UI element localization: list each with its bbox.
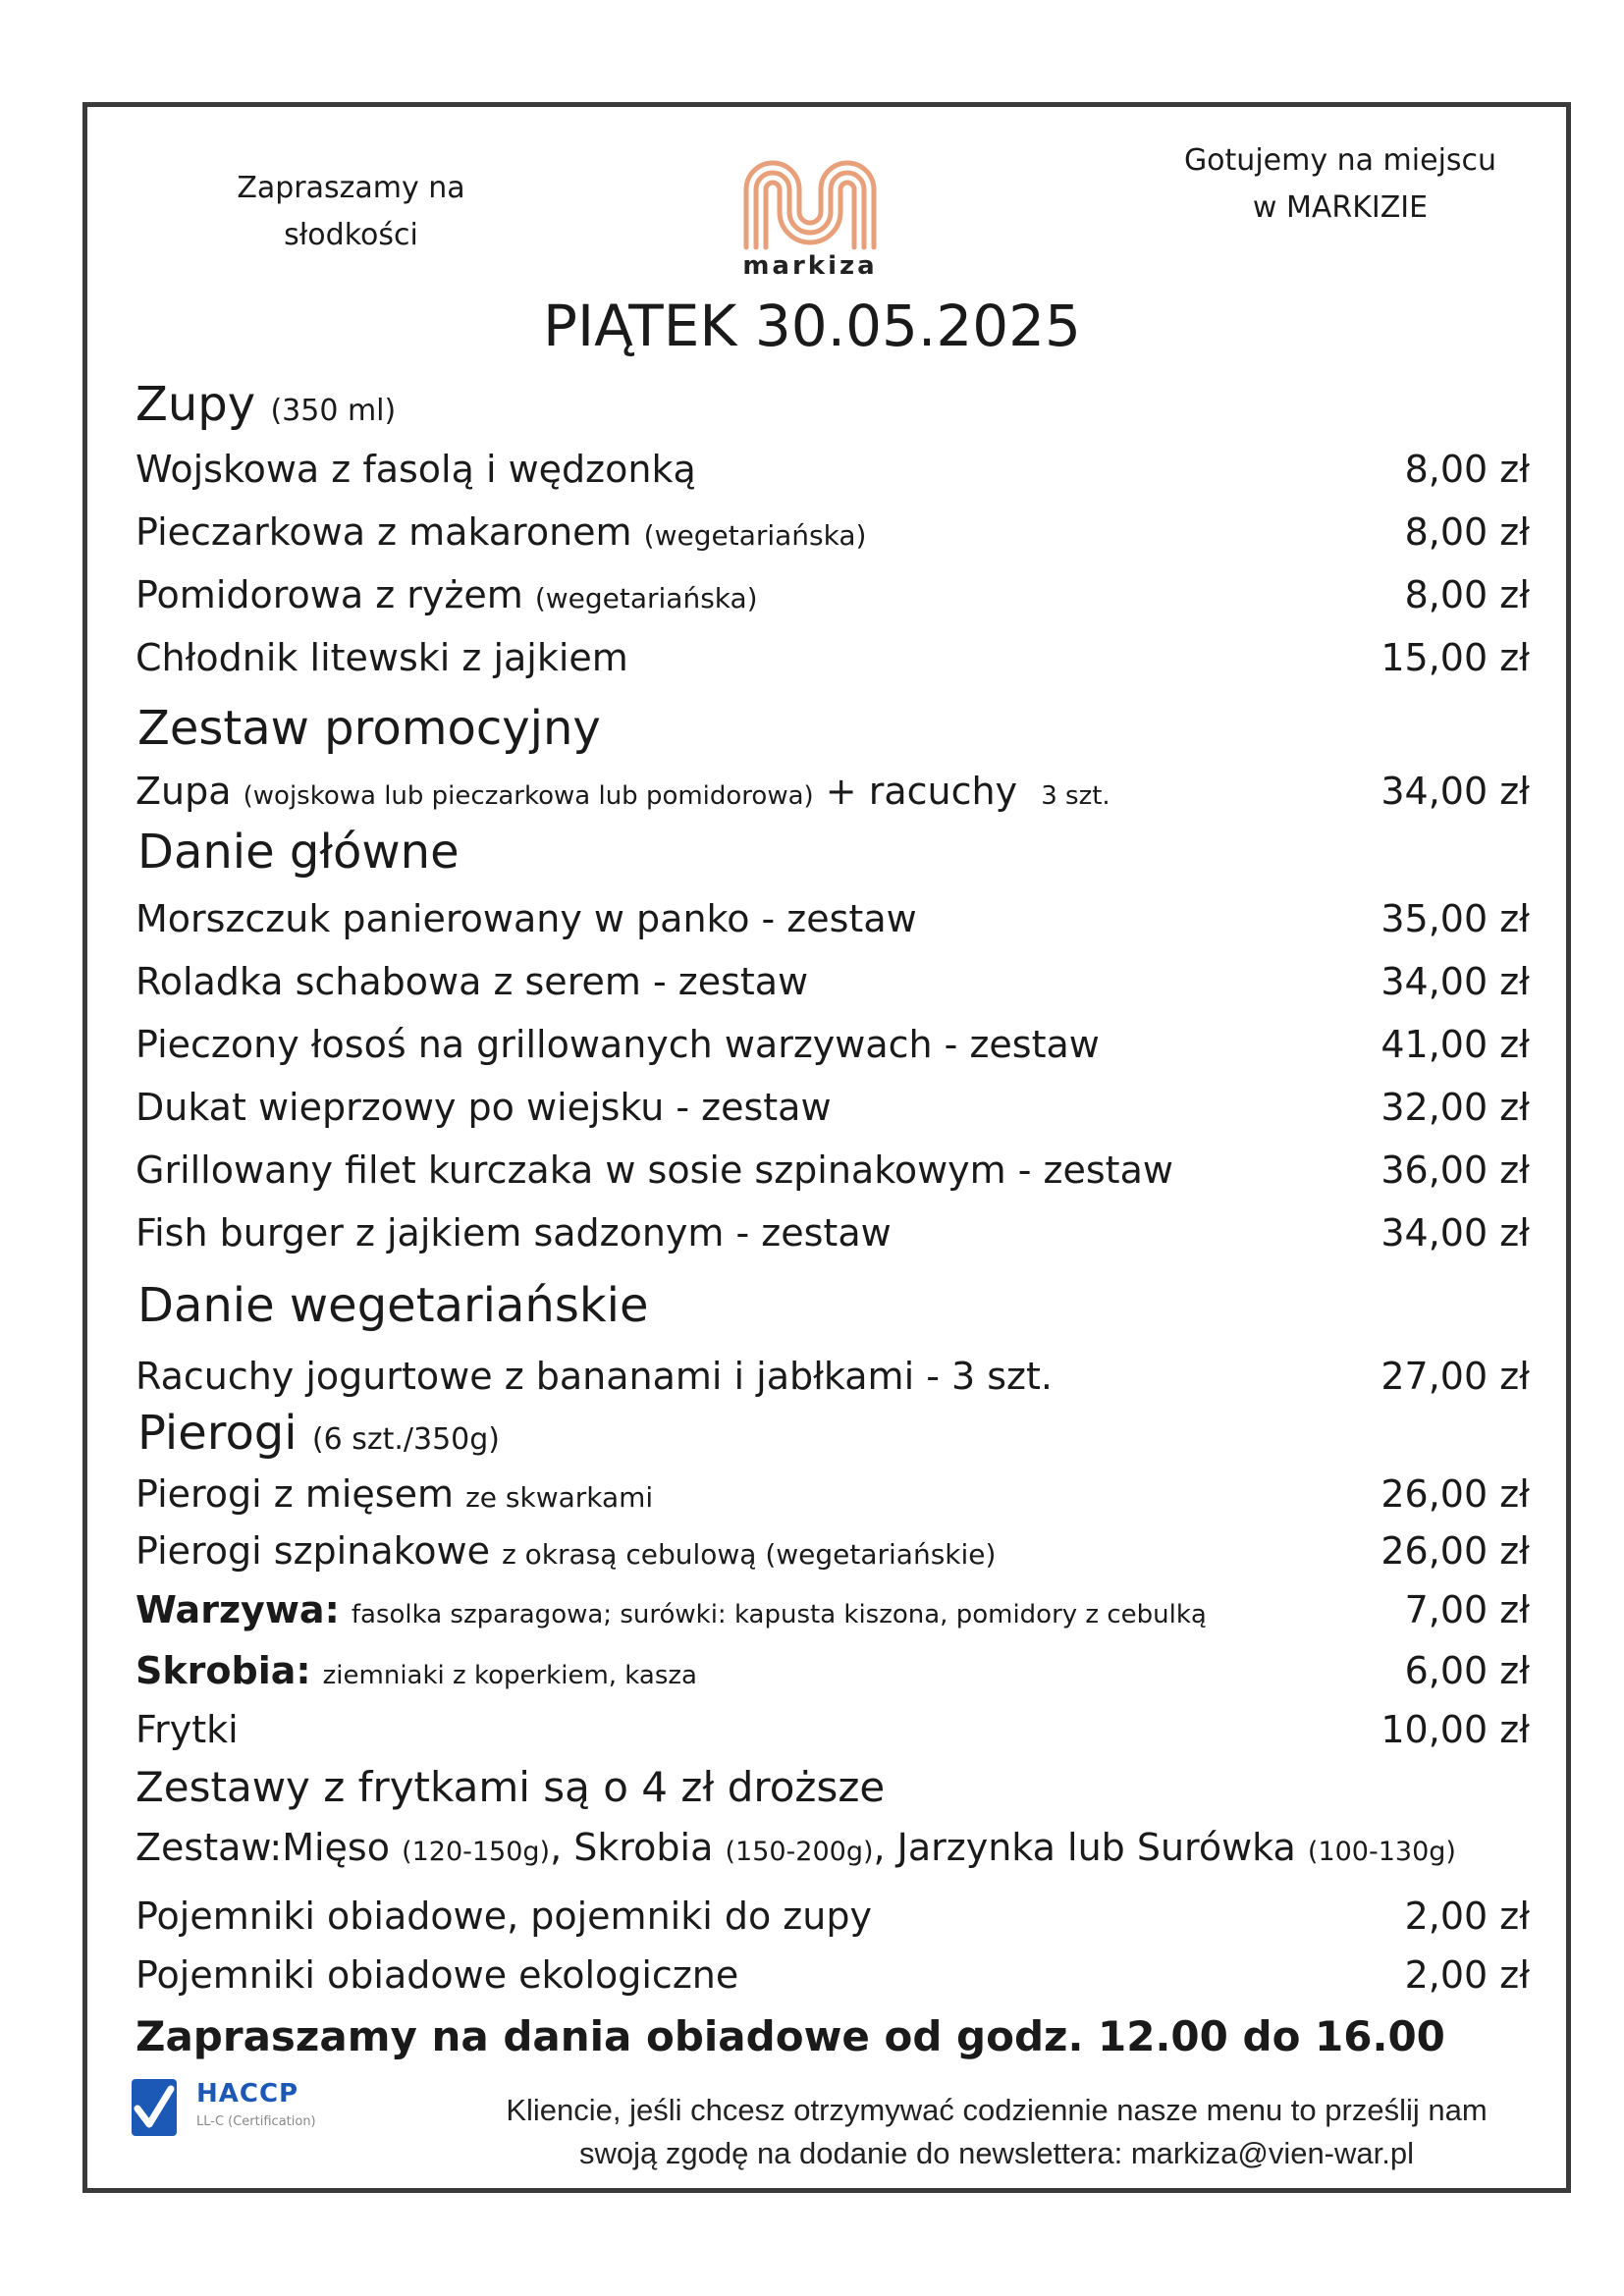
menu-item (135, 565, 1530, 624)
newsletter-line2: swoją zgodę na dodanie do newslettera: markiza@vien-war.pl (579, 2136, 1414, 2170)
haccp-badge (132, 2073, 348, 2142)
opening-hours: Zapraszamy na dania obiadowe od godz. 12.00 do 16.00 (135, 2012, 1445, 2060)
item-price: 32,00 zł (1380, 1086, 1530, 1129)
sweets-note-line1: Zapraszamy na (237, 171, 465, 205)
item-price: 27,00 zł (1380, 1355, 1530, 1398)
starch-note: ziemniaki z koperkiem, kasza (322, 1661, 697, 1690)
soups-heading-text: Zupy (135, 377, 256, 432)
sweets-note-line2: słodkości (284, 218, 418, 252)
item-price: 26,00 zł (1380, 1472, 1530, 1516)
item-name: Pieczony łosoś na grillowanych warzywach - zestaw (135, 1023, 1100, 1066)
logo-wordmark: markiza (742, 251, 878, 281)
item-note: (wegetariańska) (643, 519, 867, 552)
sweets-note (221, 165, 481, 259)
page-title: PIĄTEK 30.05.2025 (543, 293, 1081, 359)
starch-price: 6,00 zł (1404, 1649, 1530, 1692)
item-name: Roladka schabowa z serem - zestaw (135, 960, 809, 1003)
menu-item (135, 1347, 1530, 1406)
item-price: 41,00 zł (1380, 1023, 1530, 1066)
fries-surcharge-note: Zestawy z frytkami są o 4 zł droższe (135, 1763, 886, 1811)
soups-heading (135, 377, 396, 432)
set-meat-label: Zestaw:Mięso (135, 1826, 390, 1869)
cooking-note-line2: w MARKIZIE (1252, 190, 1429, 225)
vegetarian-heading: Danie wegetariańskie (137, 1278, 649, 1333)
promo-plus: + racuchy (825, 770, 1018, 813)
item-name: Racuchy jogurtowe z bananami i jabłkami - 3 szt. (135, 1355, 1053, 1398)
item-price: 2,00 zł (1404, 1953, 1530, 1997)
item-name: Pojemniki obiadowe ekologiczne (135, 1953, 739, 1997)
menu-item (135, 1887, 1530, 1946)
haccp-check-icon (132, 2079, 177, 2136)
menu-item (135, 1078, 1530, 1137)
fries-price: 10,00 zł (1380, 1708, 1530, 1751)
starch-label: Skrobia: (135, 1649, 311, 1692)
item-price: 8,00 zł (1404, 510, 1530, 554)
set-composition (135, 1826, 1456, 1869)
item-price: 8,00 zł (1404, 448, 1530, 491)
newsletter-line1: Kliencie, jeśli chcesz otrzymywać codziennie nasze menu to prześlij nam (506, 2093, 1488, 2127)
cooking-note (1154, 137, 1527, 232)
set-starch-label: , Skrobia (550, 1826, 714, 1869)
haccp-label: HACCP (196, 2079, 299, 2109)
item-price: 36,00 zł (1380, 1148, 1530, 1192)
set-starch-weight: (150-200g) (725, 1837, 874, 1867)
menu-item (135, 440, 1530, 499)
item-name: Pieczarkowa z makaronem (135, 510, 632, 554)
menu-item (135, 1015, 1530, 1074)
promo-qty: 3 szt. (1041, 781, 1110, 811)
item-name: Pierogi szpinakowe (135, 1529, 490, 1573)
promo-name: Zupa (135, 770, 232, 813)
vegetables-item (135, 1580, 1530, 1639)
item-name: Dukat wieprzowy po wiejsku - zestaw (135, 1086, 832, 1129)
set-veg-label: , Jarzynka lub Surówka (873, 1826, 1296, 1869)
item-note: ze skwarkami (465, 1481, 654, 1514)
promo-price: 34,00 zł (1380, 770, 1530, 813)
menu-item (135, 1946, 1530, 2004)
fries-label: Frytki (135, 1708, 239, 1751)
menu-item (135, 952, 1530, 1011)
promo-heading: Zestaw promocyjny (137, 701, 601, 756)
item-name: Morszczuk panierowany w panko - zestaw (135, 897, 917, 940)
pierogi-heading-text: Pierogi (137, 1406, 298, 1461)
menu-item (135, 1203, 1530, 1262)
item-price: 15,00 zł (1380, 636, 1530, 679)
item-price: 35,00 zł (1380, 897, 1530, 940)
cooking-note-line1: Gotujemy na miejscu (1183, 143, 1497, 178)
pierogi-heading-note: (6 szt./350g) (311, 1422, 500, 1457)
pierogi-heading (137, 1406, 500, 1461)
menu-item (135, 1465, 1530, 1523)
item-name: Wojskowa z fasolą i wędzonką (135, 448, 696, 491)
mains-heading: Danie główne (137, 825, 460, 880)
item-note: (wegetariańska) (534, 582, 758, 614)
item-price: 34,00 zł (1380, 1211, 1530, 1255)
menu-item (135, 1522, 1530, 1580)
item-price: 2,00 zł (1404, 1895, 1530, 1938)
item-price: 8,00 zł (1404, 573, 1530, 616)
vegetables-price: 7,00 zł (1404, 1588, 1530, 1631)
promo-note: (wojskowa lub pieczarkowa lub pomidorowa) (243, 781, 814, 811)
item-name: Grillowany filet kurczaka w sosie szpinakowym - zestaw (135, 1148, 1173, 1192)
vegetables-note: fasolka szparagowa; surówki: kapusta kiszona, pomidory z cebulką (351, 1600, 1207, 1629)
soups-heading-note: (350 ml) (270, 394, 397, 428)
menu-item (135, 1141, 1530, 1200)
item-name: Pierogi z mięsem (135, 1472, 454, 1516)
promo-item (135, 762, 1530, 821)
newsletter-note (442, 2089, 1551, 2175)
menu-item (135, 889, 1530, 948)
item-note: z okrasą cebulową (wegetariańskie) (502, 1538, 997, 1571)
set-veg-weight: (100-130g) (1307, 1837, 1456, 1867)
set-meat-weight: (120-150g) (402, 1837, 551, 1867)
item-price: 26,00 zł (1380, 1529, 1530, 1573)
item-name: Pojemniki obiadowe, pojemniki do zupy (135, 1895, 872, 1938)
vegetables-label: Warzywa: (135, 1588, 340, 1631)
markiza-logo (727, 145, 893, 281)
item-name: Chłodnik litewski z jajkiem (135, 636, 628, 679)
item-price: 34,00 zł (1380, 960, 1530, 1003)
item-name: Pomidorowa z ryżem (135, 573, 523, 616)
markiza-logo-mark (736, 145, 884, 253)
menu-item (135, 503, 1530, 561)
haccp-sub: LL-C (Certification) (196, 2114, 316, 2129)
menu-item (135, 628, 1530, 687)
starch-item (135, 1641, 1530, 1700)
fries-item (135, 1700, 1530, 1759)
item-name: Fish burger z jajkiem sadzonym - zestaw (135, 1211, 892, 1255)
